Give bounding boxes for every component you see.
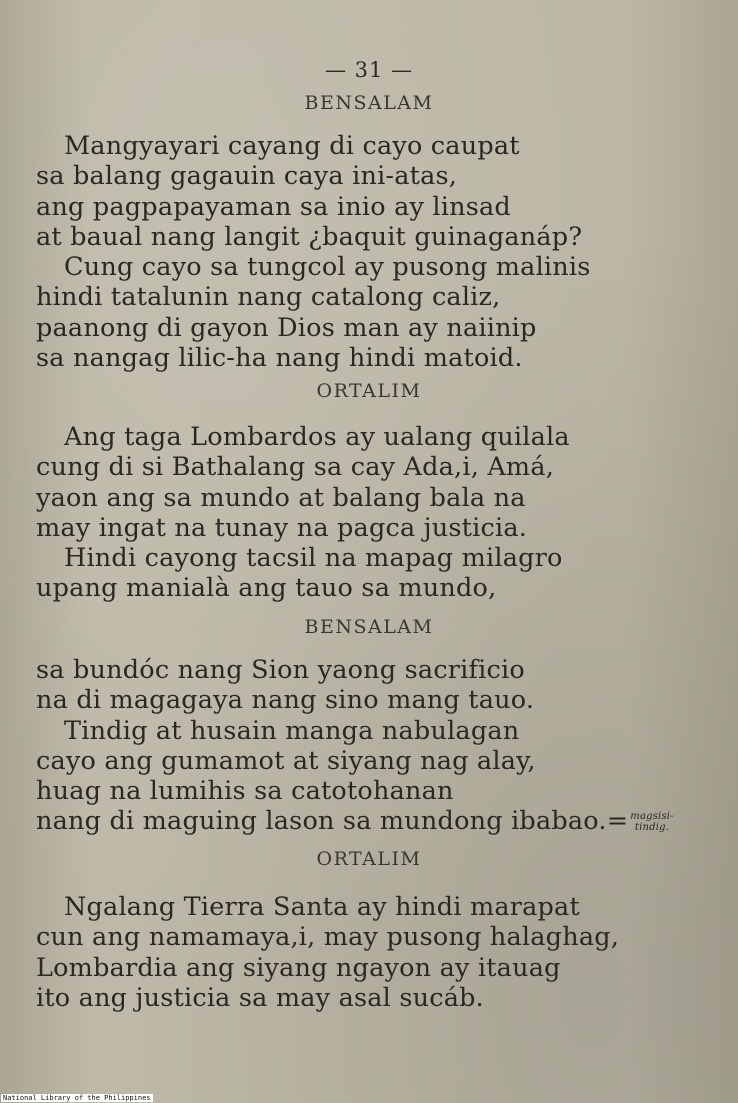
- stanza: [36, 655, 716, 837]
- verse-line: hindi tatalunin nang catalong caliz,: [36, 282, 501, 313]
- section-heading: ORTALIM: [316, 848, 422, 870]
- verse-line: ang pagpapayaman sa inio ay linsad: [36, 191, 511, 222]
- margin-note-line: magsisi-: [630, 811, 674, 823]
- stanza: [36, 892, 716, 1013]
- library-footer: National Library of the Philippines: [3, 1094, 151, 1102]
- verse-line-with-note: [36, 806, 716, 836]
- verse-line: sa balang gagauin caya ini-atas,: [36, 161, 458, 192]
- verse-line: upang manialà ang tauo sa mundo,: [36, 573, 497, 604]
- verse-line: at baual nang langit ¿baquit guinaganáp?: [36, 221, 583, 252]
- section-heading: ORTALIM: [316, 380, 422, 402]
- verse-line: Lombardia ang siyang ngayon ay itauag: [36, 952, 561, 983]
- stanza: [36, 422, 716, 604]
- margin-note: [630, 811, 674, 833]
- verse-line: yaon ang sa mundo at balang bala na: [36, 482, 526, 513]
- section-heading: BENSALAM: [304, 616, 434, 638]
- verse-line: ito ang justicia sa may asal sucáb.: [36, 982, 484, 1013]
- stanza: [36, 131, 716, 373]
- verse-line: may ingat na tunay na pagca justicia.: [36, 512, 528, 543]
- verse-line: Ang taga Lombardos ay ualang quilala: [64, 422, 570, 452]
- verse-line: paanong di gayon Dios man ay naiinip: [36, 312, 537, 343]
- verse-line: Tindig at husain manga nabulagan: [64, 715, 520, 746]
- verse-line: cung di si Bathalang sa cay Ada,i, Amá,: [36, 452, 555, 483]
- verse-line: Hindi cayong tacsil na mapag milagro: [64, 543, 563, 574]
- verse-line: Cung cayo sa tungcol ay pusong malinis: [64, 252, 591, 283]
- verse-line: sa bundóc nang Sion yaong sacrificio: [36, 655, 525, 685]
- verse-line-text: nang di maguing lason sa mundong ibabao.=: [36, 806, 629, 837]
- section-heading: BENSALAM: [304, 92, 434, 114]
- verse-line: huag na lumihis sa catotohanan: [36, 776, 454, 807]
- margin-note-line: tindig.: [634, 822, 670, 834]
- verse-line: Mangyayari cayang di cayo caupat: [64, 131, 520, 161]
- verse-line: na di magagaya nang sino mang tauo.: [36, 685, 535, 716]
- verse-line: cayo ang gumamot at siyang nag alay,: [36, 745, 536, 776]
- page-number: — 31 —: [324, 58, 414, 82]
- verse-line: sa nangag lilic-ha nang hindi matoid.: [36, 343, 523, 374]
- verse-line: cun ang namamaya,i, may pusong halaghag,: [36, 922, 620, 953]
- verse-line: Ngalang Tierra Santa ay hindi marapat: [64, 892, 580, 922]
